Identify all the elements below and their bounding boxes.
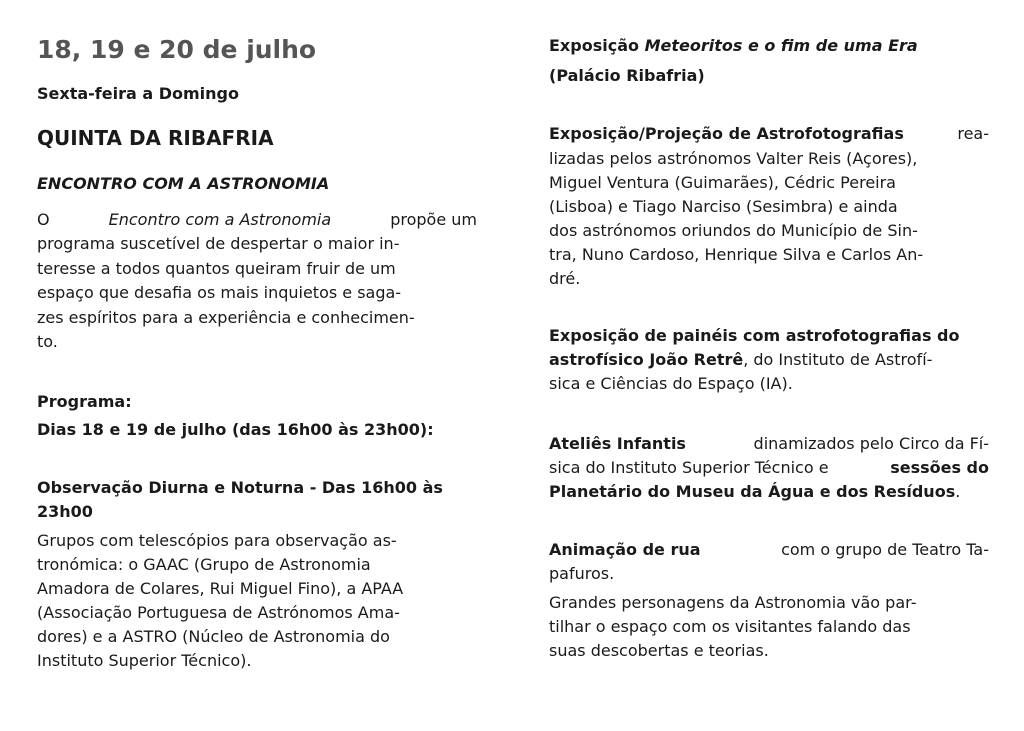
astrofoto-line: Miguel Ventura (Guimarães), Cédric Pereira [549, 173, 896, 192]
event-date: 18, 19 e 20 de julho [37, 35, 317, 64]
astrofoto-line: Exposição/Projeção de Astrofotografias rea- [549, 124, 989, 143]
meteoritos-title: Exposição Meteoritos e o fim de uma Era [549, 36, 918, 55]
event-days: Sexta-feira a Domingo [37, 84, 239, 103]
event-title: ENCONTRO COM A ASTRONOMIA [37, 174, 330, 193]
astrofoto-line: (Lisboa) e Tiago Narciso (Sesimbra) e ainda [549, 197, 898, 216]
ateliers-line: Planetário do Museu da Água e dos Resíduos. [549, 482, 961, 501]
observacao-line: Instituto Superior Técnico). [37, 651, 252, 670]
intro-line: O Encontro com a Astronomia propõe um [37, 210, 477, 229]
intro-line: zes espíritos para a experiência e conhecimen- [37, 308, 415, 327]
animacao-line: Animação de rua com o grupo de Teatro Ta- [549, 540, 989, 559]
paineis-line: astrofísico João Retrê, do Instituto de Astrofí- [549, 350, 933, 369]
observacao-line: (Associação Portuguesa de Astrónomos Ama- [37, 603, 400, 622]
observacao-line: dores) e a ASTRO (Núcleo de Astronomia do [37, 627, 390, 646]
astrofoto-line: lizadas pelos astrónomos Valter Reis (Açores), [549, 149, 918, 168]
observacao-title: Observação Diurna e Noturna - Das 16h00 às [37, 478, 443, 497]
astrofoto-line: tra, Nuno Cardoso, Henrique Silva e Carlos An- [549, 245, 924, 264]
dias-label: Dias 18 e 19 de julho (das 16h00 às 23h00): [37, 420, 434, 439]
astrofoto-line: dré. [549, 269, 581, 288]
observacao-line: Amadora de Colares, Rui Miguel Fino), a APAA [37, 579, 404, 598]
observacao-title: 23h00 [37, 502, 93, 521]
meteoritos-location: (Palácio Ribafria) [549, 66, 705, 85]
animacao-line: Grandes personagens da Astronomia vão par- [549, 593, 917, 612]
animacao-line: pafuros. [549, 564, 615, 583]
animacao-line: tilhar o espaço com os visitantes falando das [549, 617, 911, 636]
intro-line: programa suscetível de despertar o maior in- [37, 234, 400, 253]
paineis-line: sica e Ciências do Espaço (IA). [549, 374, 793, 393]
animacao-line: suas descobertas e teorias. [549, 641, 769, 660]
intro-line: teresse a todos quantos queiram fruir de um [37, 259, 396, 278]
intro-line: to. [37, 332, 58, 351]
intro-line: espaço que desafia os mais inquietos e saga- [37, 283, 402, 302]
paineis-line: Exposição de painéis com astrofotografias do [549, 326, 960, 345]
observacao-line: tronómica: o GAAC (Grupo de Astronomia [37, 555, 371, 574]
astrofoto-line: dos astrónomos oriundos do Município de Sin- [549, 221, 918, 240]
ateliers-line: Ateliês Infantis dinamizados pelo Circo da Fí- [549, 434, 989, 453]
venue-title: QUINTA DA RIBAFRIA [37, 126, 274, 150]
ateliers-line: sica do Instituto Superior Técnico e sessões do [549, 458, 989, 477]
programa-label: Programa: [37, 392, 132, 411]
observacao-line: Grupos com telescópios para observação as- [37, 531, 397, 550]
